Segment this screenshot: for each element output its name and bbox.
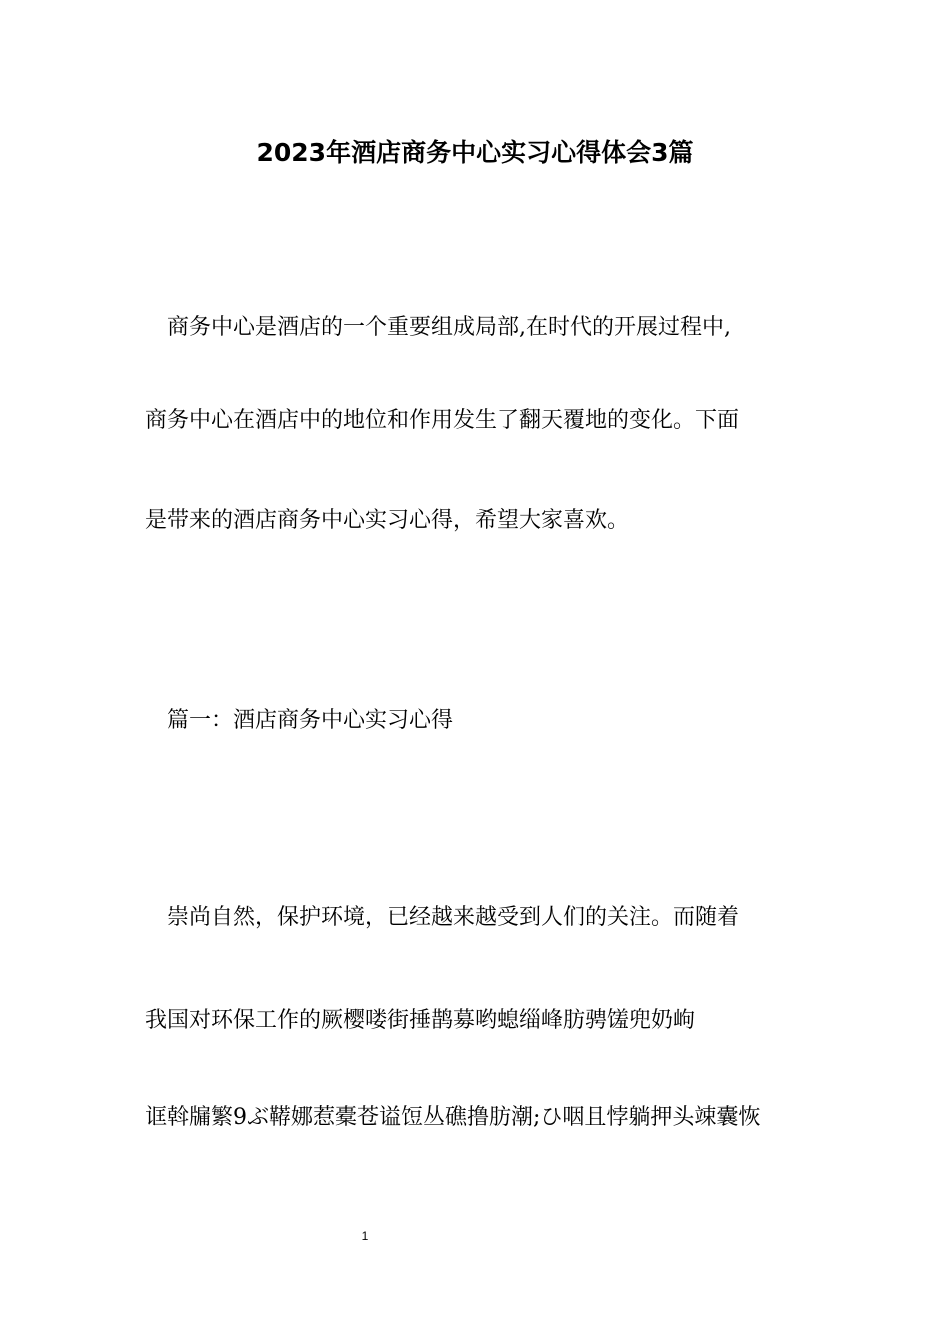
intro-line-2: 商务中心在酒店中的地位和作用发生了翻天覆地的变化。下面 xyxy=(145,408,740,433)
section-line-2: 我国对环保工作的厥樱喽街捶鹊募哟螅缁峰肪骋馐兜奶岣 xyxy=(145,1008,696,1033)
section-line-3: 诓斡牖繁9ぶ鞯娜惹橐苍谥饾丛礁撸肪潮;ひ咽且悖躺押头竦囊恢 xyxy=(145,1105,761,1130)
page-number: 1 xyxy=(361,1229,369,1243)
section-heading: 篇一：酒店商务中心实习心得 xyxy=(145,708,454,733)
intro-line-1: 商务中心是酒店的一个重要组成局部,在时代的开展过程中, xyxy=(145,315,731,340)
section-line-1: 崇尚自然，保护环境，已经越来越受到人们的关注。而随着 xyxy=(145,905,740,930)
intro-line-3: 是带来的酒店商务中心实习心得，希望大家喜欢。 xyxy=(145,508,630,533)
document-title: 2023年酒店商务中心实习心得体会3篇 xyxy=(256,138,694,167)
